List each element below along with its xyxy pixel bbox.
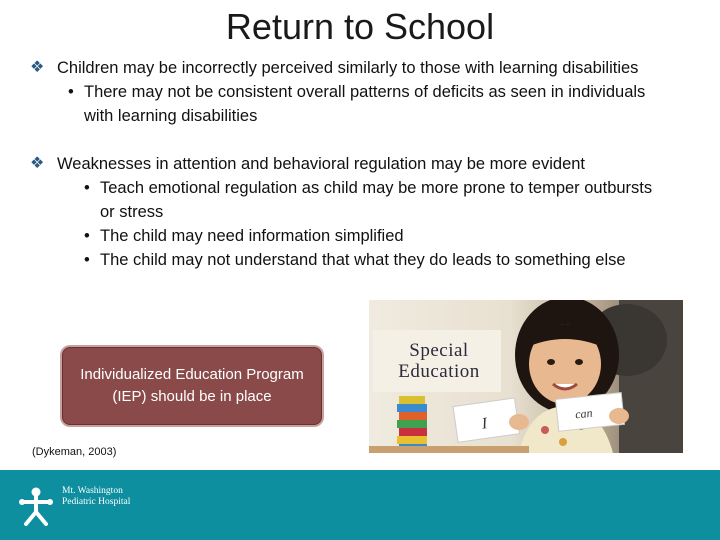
sub-bullet-2-2: [30, 224, 660, 248]
card-left-label: I: [480, 415, 489, 433]
dot-bullet-icon: •: [68, 83, 74, 101]
card-right-label: can: [574, 405, 594, 422]
sub-bullet-2-1: [30, 176, 660, 224]
dot-bullet-icon: •: [84, 251, 90, 269]
bullet-1: [30, 56, 660, 80]
iep-callout-box: [62, 347, 322, 425]
bullet-2: [30, 152, 660, 176]
dot-bullet-icon: •: [84, 179, 90, 197]
diamond-bullet-icon: ❖: [30, 59, 45, 76]
diamond-bullet-icon: ❖: [30, 155, 45, 172]
person-figure-icon: [14, 486, 58, 526]
sub-bullet-text: The child may not understand that what they do leads to something else: [100, 251, 626, 269]
bullet-1-text: Children may be incorrectly perceived similarly to those with learning disabilities: [57, 59, 639, 77]
logo-line-2: Pediatric Hospital: [62, 497, 131, 507]
dot-bullet-icon: •: [84, 227, 90, 245]
sub-bullet-text: Teach emotional regulation as child may be more prone to temper outbursts or stress: [100, 179, 653, 221]
sub-bullet-1-1: [30, 80, 660, 128]
footer-bar: [0, 470, 720, 540]
sub-bullet-2-3: [30, 248, 700, 272]
sub-bullet-text: The child may need information simplified: [100, 227, 404, 245]
special-education-photo: [369, 300, 683, 453]
special-education-sign: Special Education: [398, 340, 480, 382]
slide-content: [30, 56, 660, 272]
bullet-2-text: Weaknesses in attention and behavioral regulation may be more evident: [57, 155, 586, 173]
slide-title: Return to School: [225, 6, 495, 47]
hospital-logo-text: [62, 486, 130, 508]
citation: (Dykeman, 2003): [32, 446, 117, 458]
sub-bullet-text: There may not be consistent overall patterns of deficits as seen in individuals with learning disabilities: [84, 83, 646, 125]
iep-callout-text: Individualized Education Program (IEP) should be in place: [80, 366, 304, 405]
logo-line-1: Mt. Washington: [62, 486, 123, 496]
